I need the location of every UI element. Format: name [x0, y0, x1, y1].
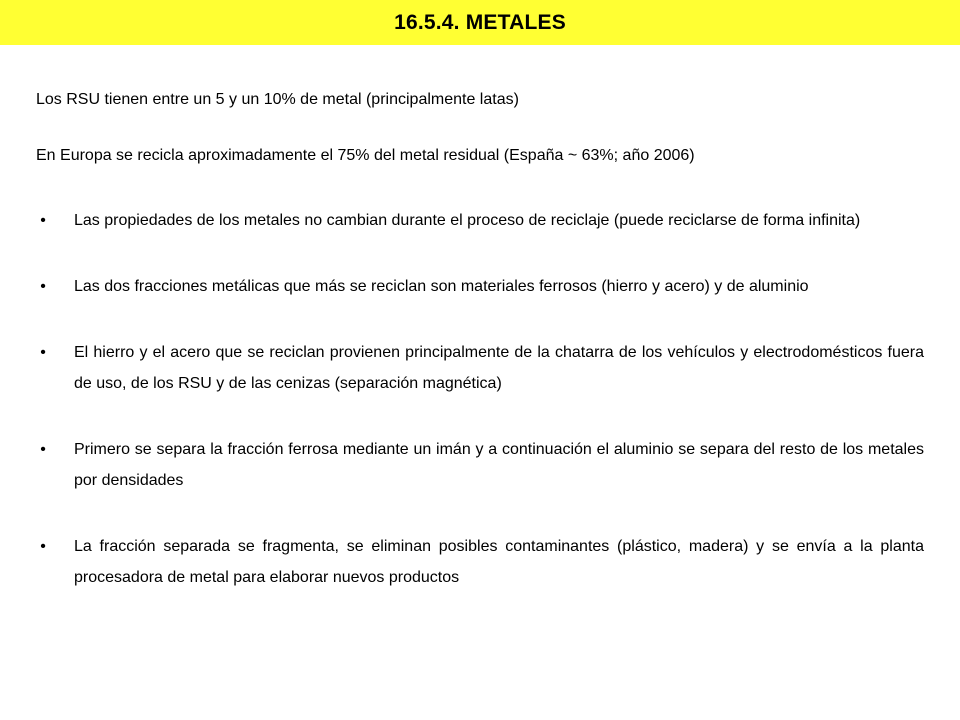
bullet-item [36, 271, 924, 302]
bullet-text: Las propiedades de los metales no cambian durante el proceso de reciclaje (puede reciclarse de forma infinita) [74, 212, 861, 229]
title-bar [0, 0, 960, 45]
bullet-item [36, 205, 924, 236]
intro-paragraph: Los RSU tienen entre un 5 y un 10% de metal (principalmente latas) [36, 91, 519, 108]
bullet-text: La fracción separada se fragmenta, se eliminan posibles contaminantes (plástico, madera) y se envía a la planta procesadora de metal para elaborar nuevos productos [74, 538, 924, 586]
intro-paragraph: En Europa se recicla aproximadamente el 75% del metal residual (España ~ 63%; año 2006) [36, 147, 695, 164]
bullet-icon: • [40, 441, 46, 458]
bullet-icon: • [40, 212, 46, 229]
bullet-text: Las dos fracciones metálicas que más se reciclan son materiales ferrosos (hierro y acero) y de aluminio [74, 278, 809, 295]
bullet-icon: • [40, 538, 46, 555]
bullet-item [36, 434, 924, 496]
bullet-icon: • [40, 344, 46, 361]
slide-title: 16.5.4. METALES [394, 10, 566, 34]
bullet-text: Primero se separa la fracción ferrosa mediante un imán y a continuación el aluminio se separa del resto de los metales por densidades [74, 441, 924, 489]
bullet-item [36, 531, 924, 593]
bullet-list [36, 205, 924, 628]
bullet-icon: • [40, 278, 46, 295]
bullet-text: El hierro y el acero que se reciclan provienen principalmente de la chatarra de los vehículos y electrodomésticos fuera de uso, de los RSU y de las cenizas (separación magnética) [74, 344, 924, 392]
bullet-item [36, 337, 924, 399]
